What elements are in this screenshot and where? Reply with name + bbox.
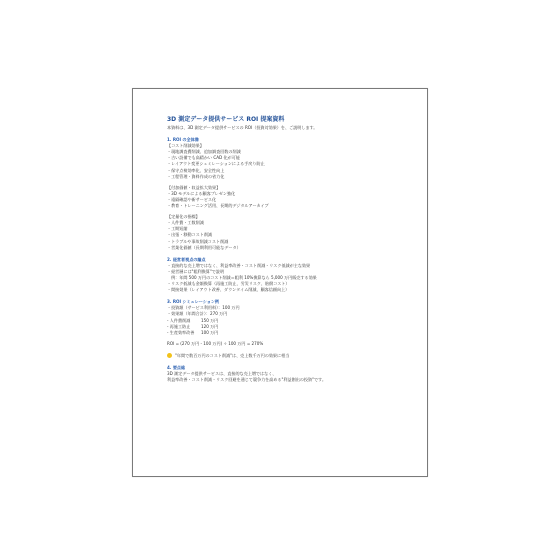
simulation-label: - 人件費削減 (167, 317, 191, 323)
list-item: ・間接効果（レイアウト改善、ダウンタイム削減、顧客信頼向上） (167, 287, 290, 293)
list-item: 例：年間 500 万円のコスト削減＝粗利 10%換算なら 5,000 万円販売する効果 (167, 274, 317, 280)
list-item: ・古い設備でも高精かい CAD 化が可能 (167, 155, 240, 161)
conclusion-line: 利益率改善・コスト削減・リスク回避を通じて競争力を高める"利益創出の投資"です。 (167, 377, 326, 383)
section-heading: 2. 経営者視点の論点 (167, 256, 206, 262)
list-item: ・教育・トレーニング活用、長期的デジタルアーカイブ (167, 203, 269, 209)
conclusion-heading: 4. 要点総 (167, 365, 186, 370)
document-title: 3D 測定データ提供サービス ROI 提案資料 (167, 116, 285, 123)
group-label: 【コスト削減効果】 (167, 143, 204, 149)
simulation-label: - 生産効率改善 (167, 329, 195, 335)
simulation-list (167, 318, 417, 336)
list-item: ・リスク低減も金額換算（再施工防止、労災リスク、賠償コスト） (167, 281, 290, 287)
list-item: ・人件費・工数削減 (167, 220, 204, 226)
conclusion-line: 3D 測定データ提供サービスは、直接的な売上増ではなく、 (167, 371, 277, 377)
group-label: 【付加価値・収益拡大効果】 (167, 184, 221, 190)
note-text: "年間で数百万円のコスト削減"は、売上数千万円の効果に相当 (175, 352, 290, 358)
list-item: ・直接的な売上増ではなく、利益率改善・コスト削減・リスク低減が主な効果 (167, 262, 311, 268)
lightbulb-icon (167, 353, 172, 358)
list-item: ・遠隔確認や新サービス化 (167, 196, 217, 202)
section-heading: 1. ROI の全体像 (167, 137, 199, 143)
list-item: ・現地調査費削減、追加調査回数の削減 (167, 149, 241, 155)
list-item: ・工程管理・資料作成の省力化 (167, 173, 225, 179)
list-item: ・3D モデルによる顧客プレゼン強化 (167, 190, 236, 196)
group-label: 【定量化の指標】 (167, 214, 200, 220)
list-item: ・出張・移動コスト削減 (167, 232, 213, 238)
list-item: ・投資額（サービス利用料）：100 万円 (167, 305, 240, 311)
list-item: ・トラブルや事故削減コスト削減 (167, 238, 229, 244)
note (167, 353, 417, 359)
list-item: ・工期短縮 (167, 226, 188, 232)
simulation-value: 120 万円 (201, 323, 219, 329)
list-item: ・レイアウト変更シュミレーションによる手戻り防止 (167, 161, 265, 167)
list-item: ・保守点検効率化、安全性向上 (167, 167, 225, 173)
intro-text: 本資料は、3D 測定データ提供サービスの ROI（投資対効果）を、ご説明します。 (167, 125, 318, 130)
section-heading: 3. ROI シミュレーション例 (167, 299, 220, 305)
sections-container (167, 137, 417, 317)
list-item: ・経営層には"粗利換算"で説明 (167, 268, 224, 274)
roi-formula: ROI = (270 万円 - 100 万円) ÷ 100 万円 = 270% (167, 340, 264, 346)
document-content (167, 116, 417, 383)
simulation-value: 100 万円 (201, 329, 219, 335)
list-item: ・営業化価値（長期利用可能なデータ） (167, 244, 241, 250)
simulation-value: 150 万円 (201, 317, 219, 323)
list-item: ・効果額（年間合計）：270 万円 (167, 311, 228, 317)
document-page (132, 88, 428, 477)
simulation-label: - 再施工防止 (167, 323, 191, 329)
